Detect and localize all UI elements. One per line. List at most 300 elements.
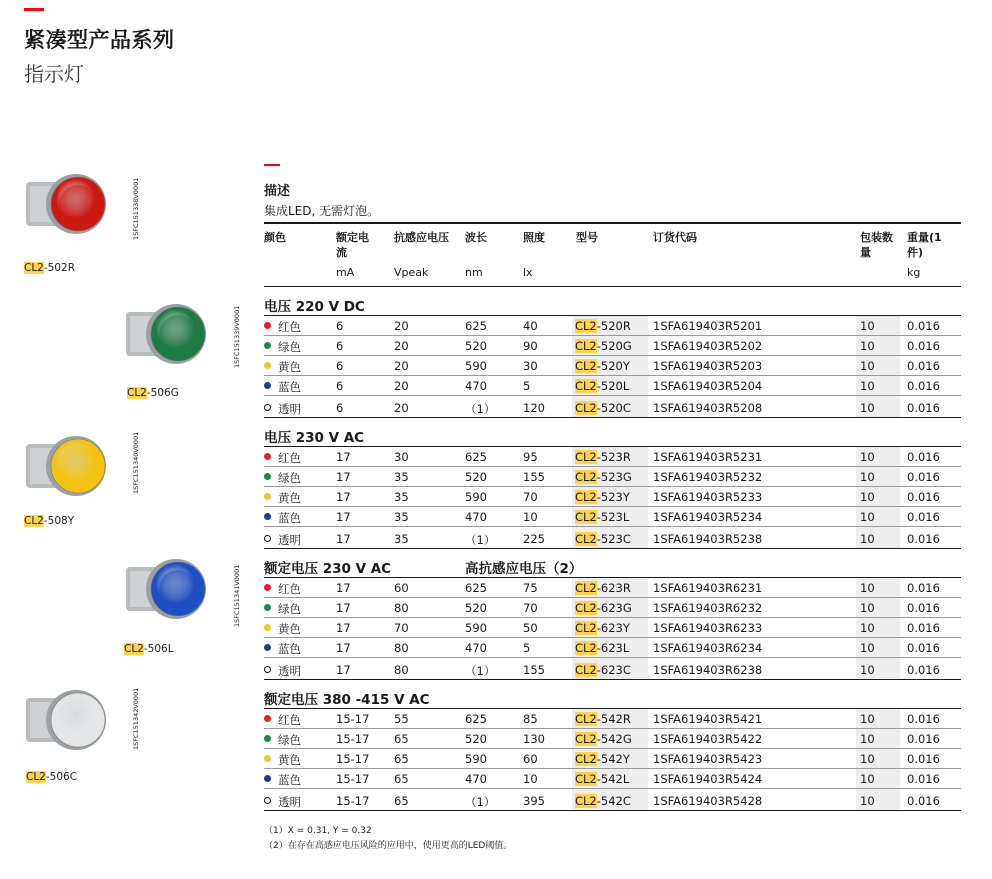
cell-current: 6 <box>336 379 344 393</box>
cell-wavelength: （1） <box>465 402 496 416</box>
model-suffix: -520R <box>596 319 631 333</box>
cell-wavelength: 520 <box>465 339 487 353</box>
model-suffix: -542C <box>596 794 631 808</box>
footnote-1: （1）X = 0.31, Y = 0.32 <box>264 826 372 836</box>
cell-pack: 10 <box>860 712 875 726</box>
cell-lux: 85 <box>523 712 538 726</box>
cell-order: 1SFA619403R5238 <box>653 532 763 546</box>
lamp-model-suffix: -506C <box>45 771 78 783</box>
cell-pack: 10 <box>860 732 875 746</box>
cell-current: 6 <box>336 339 344 353</box>
model-prefix: CL2 <box>575 712 597 726</box>
cell-order: 1SFA619403R5203 <box>653 359 763 373</box>
cell-weight: 0.016 <box>907 510 940 524</box>
cell-color: 蓝色 <box>278 642 301 656</box>
cell-current: 17 <box>336 641 351 655</box>
table-row <box>264 709 961 729</box>
cell-color: 透明 <box>278 533 301 547</box>
model-suffix: -523G <box>596 470 632 484</box>
col-color: 颜色 <box>264 231 286 244</box>
cell-weight: 0.016 <box>907 401 940 415</box>
cell-order: 1SFA619403R6234 <box>653 641 763 655</box>
cell-voltage: 35 <box>394 510 409 524</box>
cell-weight: 0.016 <box>907 319 940 333</box>
color-dot-icon <box>264 715 271 722</box>
lamp-code: 1SFC151339V0001 <box>233 305 241 368</box>
model-suffix: -520G <box>596 339 632 353</box>
table-row <box>264 527 961 549</box>
section-heading <box>264 418 961 447</box>
model-suffix: -542G <box>596 732 632 746</box>
cell-model <box>575 359 630 373</box>
table-row <box>264 789 961 811</box>
cell-pack: 10 <box>860 621 875 635</box>
cell-order: 1SFA619403R5201 <box>653 319 763 333</box>
table-row <box>264 578 961 598</box>
cell-wavelength: 590 <box>465 490 487 504</box>
cell-current: 6 <box>336 359 344 373</box>
color-dot-icon <box>264 644 271 651</box>
cell-color: 红色 <box>278 451 301 465</box>
model-suffix: -520C <box>596 401 631 415</box>
cell-lux: 10 <box>523 772 538 786</box>
cell-lux: 50 <box>523 621 538 635</box>
cell-current: 15-17 <box>336 712 370 726</box>
section-subtitle: 高抗感应电压（2） <box>465 561 583 577</box>
lamp-model-label <box>127 387 179 399</box>
cell-order: 1SFA619403R5208 <box>653 401 763 415</box>
cell-lux: 155 <box>523 470 545 484</box>
cell-wavelength: 470 <box>465 379 487 393</box>
model-prefix: CL2 <box>575 581 597 595</box>
cell-voltage: 80 <box>394 663 409 677</box>
model-prefix: CL2 <box>575 450 597 464</box>
model-suffix: -523L <box>596 510 630 524</box>
model-prefix: CL2 <box>575 641 597 655</box>
color-dot-icon <box>264 535 271 542</box>
table-row <box>264 729 961 749</box>
cell-color: 蓝色 <box>278 773 301 787</box>
color-dot-icon <box>264 624 271 631</box>
cell-order: 1SFA619403R5204 <box>653 379 763 393</box>
cell-wavelength: 520 <box>465 470 487 484</box>
lamp-model-label <box>124 643 174 655</box>
color-dot-icon <box>264 735 271 742</box>
cell-model <box>575 532 631 546</box>
color-dot-icon <box>264 322 271 329</box>
cell-weight: 0.016 <box>907 581 940 595</box>
cell-voltage: 65 <box>394 794 409 808</box>
color-dot-icon <box>264 382 271 389</box>
cell-voltage: 65 <box>394 732 409 746</box>
cell-weight: 0.016 <box>907 450 940 464</box>
col-current: 额定电流 <box>336 231 369 259</box>
cell-current: 17 <box>336 532 351 546</box>
footnote-2: （2）在存在高感应电压风险的应用中，使用更高的LED阈值。 <box>264 841 513 851</box>
table-row <box>264 618 961 638</box>
model-prefix: CL2 <box>575 401 597 415</box>
model-suffix: -520Y <box>596 359 630 373</box>
table-row <box>264 376 961 396</box>
cell-wavelength: 520 <box>465 601 487 615</box>
cell-color: 绿色 <box>278 340 301 354</box>
lamp-model-suffix: -502R <box>43 262 76 274</box>
cell-order: 1SFA619403R5424 <box>653 772 763 786</box>
model-suffix: -542L <box>596 772 630 786</box>
cell-model <box>575 450 631 464</box>
cell-weight: 0.016 <box>907 339 940 353</box>
table-row <box>264 316 961 336</box>
cell-order: 1SFA619403R6233 <box>653 621 763 635</box>
model-prefix: CL2 <box>575 510 597 524</box>
cell-pack: 10 <box>860 641 875 655</box>
model-prefix: CL2 <box>575 794 597 808</box>
cell-pack: 10 <box>860 490 875 504</box>
cell-model <box>575 581 631 595</box>
cell-color: 绿色 <box>278 733 301 747</box>
lamp-image-0 <box>20 160 110 250</box>
cell-voltage: 60 <box>394 581 409 595</box>
cell-color: 蓝色 <box>278 511 301 525</box>
cell-order: 1SFA619403R5422 <box>653 732 763 746</box>
cell-current: 15-17 <box>336 732 370 746</box>
col-illuminance: 照度 <box>523 231 545 244</box>
header-accent-bar <box>24 8 44 11</box>
cell-voltage: 20 <box>394 379 409 393</box>
cell-lux: 75 <box>523 581 538 595</box>
section-heading <box>264 287 961 316</box>
cell-wavelength: 470 <box>465 641 487 655</box>
lamp-model-suffix: -506L <box>143 643 174 655</box>
col-wavelength-unit: nm <box>465 266 483 279</box>
cell-wavelength: 625 <box>465 450 487 464</box>
cell-wavelength: 590 <box>465 359 487 373</box>
cell-voltage: 65 <box>394 772 409 786</box>
cell-pack: 10 <box>860 401 875 415</box>
section-title: 额定电压 380 -415 V AC <box>264 692 430 708</box>
color-dot-icon <box>264 797 271 804</box>
cell-order: 1SFA619403R5202 <box>653 339 763 353</box>
model-suffix: -623C <box>596 663 631 677</box>
cell-model <box>575 510 629 524</box>
cell-voltage: 70 <box>394 621 409 635</box>
cell-weight: 0.016 <box>907 621 940 635</box>
col-current-unit: mA <box>336 266 355 279</box>
cell-model <box>575 641 629 655</box>
cell-weight: 0.016 <box>907 732 940 746</box>
lamp-code: 1SFC151340V0001 <box>132 431 140 494</box>
cell-weight: 0.016 <box>907 663 940 677</box>
cell-current: 17 <box>336 490 351 504</box>
table-row <box>264 598 961 618</box>
lamp-image-3 <box>120 545 210 635</box>
lamp-model-prefix: CL2 <box>24 515 44 527</box>
model-prefix: CL2 <box>575 621 597 635</box>
cell-model <box>575 470 632 484</box>
cell-lux: 30 <box>523 359 538 373</box>
model-suffix: -542R <box>596 712 631 726</box>
cell-pack: 10 <box>860 379 875 393</box>
cell-voltage: 30 <box>394 450 409 464</box>
cell-pack: 10 <box>860 532 875 546</box>
model-suffix: -523R <box>596 450 631 464</box>
cell-order: 1SFA619403R5428 <box>653 794 763 808</box>
col-weight-unit: kg <box>907 266 921 279</box>
table-row <box>264 447 961 467</box>
cell-color: 红色 <box>278 582 301 596</box>
model-suffix: -623G <box>596 601 632 615</box>
cell-model <box>575 490 630 504</box>
cell-voltage: 20 <box>394 339 409 353</box>
cell-pack: 10 <box>860 663 875 677</box>
cell-weight: 0.016 <box>907 470 940 484</box>
cell-lux: 70 <box>523 601 538 615</box>
cell-wavelength: 590 <box>465 752 487 766</box>
model-suffix: -623R <box>596 581 631 595</box>
table-row <box>264 336 961 356</box>
cell-current: 17 <box>336 581 351 595</box>
cell-pack: 10 <box>860 510 875 524</box>
color-dot-icon <box>264 604 271 611</box>
lamp-model-label <box>24 262 75 274</box>
model-prefix: CL2 <box>575 339 597 353</box>
cell-voltage: 35 <box>394 490 409 504</box>
lamp-model-prefix: CL2 <box>124 643 144 655</box>
cell-voltage: 20 <box>394 359 409 373</box>
cell-pack: 10 <box>860 581 875 595</box>
model-prefix: CL2 <box>575 601 597 615</box>
table-row <box>264 769 961 789</box>
cell-color: 蓝色 <box>278 380 301 394</box>
col-weight: 重量(1件) <box>907 231 942 259</box>
cell-current: 6 <box>336 319 344 333</box>
cell-model <box>575 732 632 746</box>
cell-weight: 0.016 <box>907 532 940 546</box>
cell-pack: 10 <box>860 772 875 786</box>
cell-voltage: 80 <box>394 601 409 615</box>
cell-pack: 10 <box>860 450 875 464</box>
cell-current: 15-17 <box>336 752 370 766</box>
color-dot-icon <box>264 453 271 460</box>
lamp-model-label <box>24 515 74 527</box>
cell-model <box>575 379 629 393</box>
cell-voltage: 35 <box>394 532 409 546</box>
lamp-code: 1SFC151338V0001 <box>132 177 140 240</box>
product-table <box>264 222 961 811</box>
cell-wavelength: （1） <box>465 795 496 809</box>
cell-lux: 130 <box>523 732 545 746</box>
color-dot-icon <box>264 404 271 411</box>
cell-model <box>575 794 631 808</box>
cell-voltage: 20 <box>394 319 409 333</box>
section-title: 额定电压 230 V AC <box>264 561 392 577</box>
section-heading <box>264 549 961 578</box>
cell-weight: 0.016 <box>907 601 940 615</box>
cell-weight: 0.016 <box>907 490 940 504</box>
cell-lux: 155 <box>523 663 545 677</box>
cell-model <box>575 772 629 786</box>
table-row <box>264 467 961 487</box>
cell-order: 1SFA619403R5421 <box>653 712 763 726</box>
color-dot-icon <box>264 473 271 480</box>
cell-order: 1SFA619403R5234 <box>653 510 763 524</box>
cell-color: 红色 <box>278 320 301 334</box>
cell-lux: 90 <box>523 339 538 353</box>
cell-color: 透明 <box>278 664 301 678</box>
cell-lux: 5 <box>523 379 531 393</box>
model-suffix: -623Y <box>596 621 630 635</box>
model-prefix: CL2 <box>575 490 597 504</box>
model-suffix: -623L <box>596 641 630 655</box>
cell-pack: 10 <box>860 601 875 615</box>
lamp-model-prefix: CL2 <box>24 262 44 274</box>
model-prefix: CL2 <box>575 359 597 373</box>
table-row <box>264 507 961 527</box>
cell-wavelength: （1） <box>465 664 496 678</box>
cell-order: 1SFA619403R5232 <box>653 470 763 484</box>
col-voltage: 抗感应电压 <box>394 231 449 244</box>
cell-lux: 40 <box>523 319 538 333</box>
model-prefix: CL2 <box>575 752 597 766</box>
cell-order: 1SFA619403R6238 <box>653 663 763 677</box>
model-prefix: CL2 <box>575 470 597 484</box>
cell-current: 17 <box>336 663 351 677</box>
cell-wavelength: 625 <box>465 581 487 595</box>
cell-model <box>575 663 631 677</box>
section-heading <box>264 680 961 709</box>
color-dot-icon <box>264 493 271 500</box>
lamp-model-prefix: CL2 <box>26 771 46 783</box>
model-prefix: CL2 <box>575 532 597 546</box>
cell-voltage: 35 <box>394 470 409 484</box>
cell-model <box>575 621 630 635</box>
cell-color: 黄色 <box>278 622 301 636</box>
color-dot-icon <box>264 584 271 591</box>
color-dot-icon <box>264 775 271 782</box>
table-row <box>264 638 961 658</box>
model-prefix: CL2 <box>575 663 597 677</box>
cell-color: 绿色 <box>278 602 301 616</box>
cell-color: 透明 <box>278 402 301 416</box>
cell-lux: 120 <box>523 401 545 415</box>
cell-voltage: 55 <box>394 712 409 726</box>
cell-order: 1SFA619403R5233 <box>653 490 763 504</box>
section-title: 电压 230 V AC <box>264 430 365 446</box>
lamp-model-suffix: -506G <box>146 387 179 399</box>
description-text: 集成LED, 无需灯泡。 <box>264 204 380 218</box>
cell-model <box>575 401 631 415</box>
col-wavelength: 波长 <box>465 231 487 244</box>
cell-current: 17 <box>336 621 351 635</box>
cell-lux: 395 <box>523 794 545 808</box>
lamp-model-suffix: -508Y <box>43 515 75 527</box>
lamp-image-4 <box>20 676 110 766</box>
cell-current: 17 <box>336 601 351 615</box>
cell-voltage: 80 <box>394 641 409 655</box>
cell-pack: 10 <box>860 752 875 766</box>
model-prefix: CL2 <box>575 319 597 333</box>
lamp-code: 1SFC151341V0001 <box>233 564 241 627</box>
cell-color: 黄色 <box>278 491 301 505</box>
cell-color: 透明 <box>278 795 301 809</box>
description-heading: 描述 <box>264 184 291 199</box>
cell-pack: 10 <box>860 319 875 333</box>
col-voltage-unit: Vpeak <box>394 266 429 279</box>
col-model: 型号 <box>576 231 598 244</box>
color-dot-icon <box>264 342 271 349</box>
col-order: 订货代码 <box>653 231 697 244</box>
cell-weight: 0.016 <box>907 379 940 393</box>
cell-current: 17 <box>336 510 351 524</box>
model-suffix: -520L <box>596 379 630 393</box>
col-pack: 包装数量 <box>860 231 893 259</box>
cell-color: 绿色 <box>278 471 301 485</box>
cell-wavelength: 470 <box>465 510 487 524</box>
model-prefix: CL2 <box>575 732 597 746</box>
cell-color: 黄色 <box>278 753 301 767</box>
table-header <box>264 222 961 287</box>
cell-current: 15-17 <box>336 772 370 786</box>
lamp-model-label <box>26 771 77 783</box>
model-prefix: CL2 <box>575 379 597 393</box>
cell-current: 15-17 <box>336 794 370 808</box>
page-subtitle: 指示灯 <box>24 62 84 86</box>
cell-lux: 225 <box>523 532 545 546</box>
cell-weight: 0.016 <box>907 359 940 373</box>
cell-wavelength: 470 <box>465 772 487 786</box>
cell-weight: 0.016 <box>907 752 940 766</box>
cell-model <box>575 601 632 615</box>
section-title: 电压 220 V DC <box>264 299 365 315</box>
page-title: 紧凑型产品系列 <box>24 28 175 52</box>
cell-current: 17 <box>336 450 351 464</box>
cell-wavelength: （1） <box>465 533 496 547</box>
cell-wavelength: 520 <box>465 732 487 746</box>
col-illuminance-unit: lx <box>523 266 533 279</box>
description-accent-bar <box>264 164 280 166</box>
cell-order: 1SFA619403R5231 <box>653 450 763 464</box>
color-dot-icon <box>264 362 271 369</box>
lamp-image-2 <box>20 422 110 512</box>
cell-pack: 10 <box>860 470 875 484</box>
cell-order: 1SFA619403R6231 <box>653 581 763 595</box>
cell-pack: 10 <box>860 359 875 373</box>
cell-current: 17 <box>336 470 351 484</box>
cell-wavelength: 625 <box>465 319 487 333</box>
cell-lux: 5 <box>523 641 531 655</box>
cell-model <box>575 339 632 353</box>
cell-lux: 10 <box>523 510 538 524</box>
cell-lux: 95 <box>523 450 538 464</box>
model-suffix: -523C <box>596 532 631 546</box>
cell-lux: 70 <box>523 490 538 504</box>
lamp-image-1 <box>120 290 210 380</box>
cell-weight: 0.016 <box>907 772 940 786</box>
table-row <box>264 487 961 507</box>
cell-color: 红色 <box>278 713 301 727</box>
cell-weight: 0.016 <box>907 641 940 655</box>
color-dot-icon <box>264 755 271 762</box>
cell-model <box>575 752 630 766</box>
model-prefix: CL2 <box>575 772 597 786</box>
lamp-code: 1SFC151342V0001 <box>132 687 140 750</box>
cell-order: 1SFA619403R6232 <box>653 601 763 615</box>
table-row <box>264 356 961 376</box>
cell-order: 1SFA619403R5423 <box>653 752 763 766</box>
cell-weight: 0.016 <box>907 712 940 726</box>
cell-pack: 10 <box>860 794 875 808</box>
cell-color: 黄色 <box>278 360 301 374</box>
